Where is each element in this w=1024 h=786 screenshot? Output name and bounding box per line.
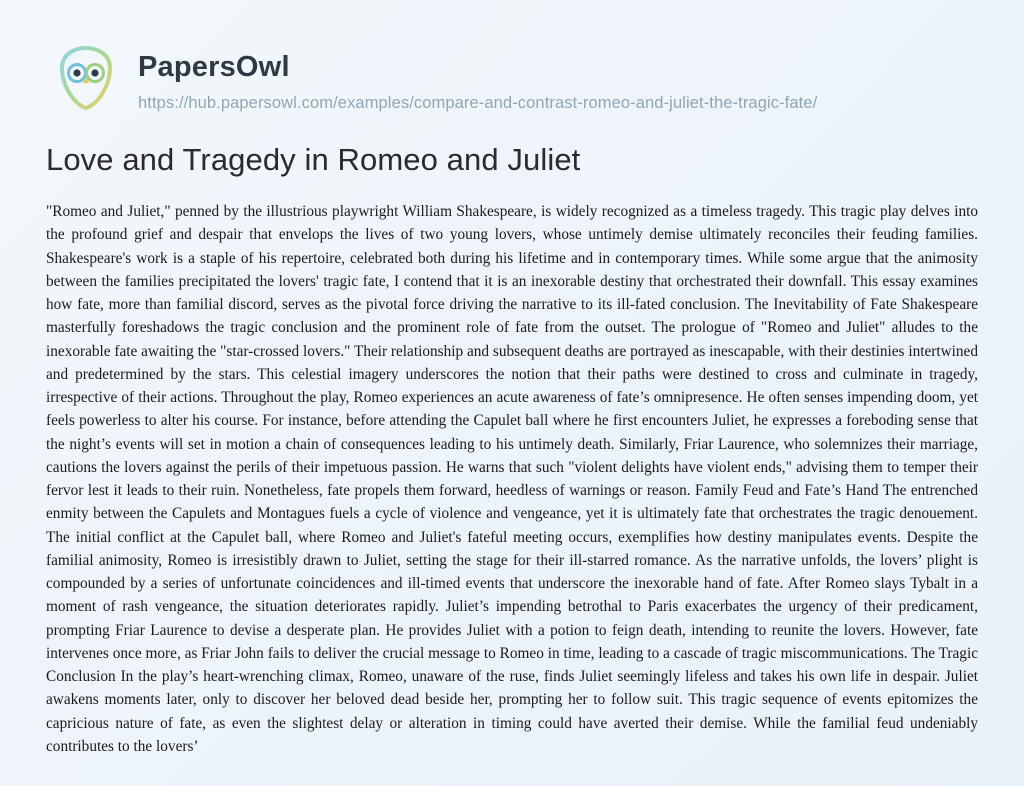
article-paragraph: "Romeo and Juliet," penned by the illustrious playwright William Shakespeare, is widely recognized as a timeless tragedy. This tragic play delves into the profound grief and despair that envelops the lives of two young lovers, whose untimely demise ultimately reconciles their feuding families. Shakespeare's work is a staple of his repertoire, celebrated both during his lifetime and in contemporary times. While some argue that the animosity between the families precipitated the lovers' tragic fate, I contend that it is an inexorable destiny that orchestrated their downfall. This essay examines how fate, more than familial discord, serves as the pivotal force driving the narrative to its ill-fated conclusion. The Inevitability of Fate Shakespeare masterfully foreshadows the tragic conclusion and the prominent role of fate from the outset. The prologue of "Romeo and Juliet" alludes to the inexorable fate awaiting the "star-crossed lovers." Their relationship and subsequent deaths are portrayed as inescapable, with their destinies intertwined and predetermined by the stars. This celestial imagery underscores the notion that their paths were destined to cross and culminate in tragedy, irrespective of their actions. Throughout the play, Romeo experiences an acute awareness of fate’s omnipresence. He often senses impending doom, yet feels powerless to alter his course. For instance, before attending the Capulet ball where he first encounters Juliet, he expresses a foreboding sense that the night’s events will set in motion a chain of consequences leading to his untimely death. Similarly, Friar Laurence, who solemnizes their marriage, cautions the lovers against the perils of their impetuous passion. He warns that such "violent delights have violent ends," advising them to temper their fervor lest it leads to their ruin. Nonetheless, fate propels them forward, heedless of warnings or reason. Family Feud and Fate’s Hand The entrenched enmity between the Capulets and Montagues fuels a cycle of violence and vengeance, yet it is ultimately fate that orchestrates the tragic denouement. The initial conflict at the Capulet ball, where Romeo and Juliet's fateful meeting occurs, exemplifies how destiny manipulates events. Despite the familial animosity, Romeo is irresistibly drawn to Juliet, setting the stage for their ill-starred romance. As the narrative unfolds, the lovers’ plight is compounded by a series of unfortunate coincidences and ill-timed events that underscore the inexorable hand of fate. After Romeo slays Tybalt in a moment of rash vengeance, the situation deteriorates rapidly. Juliet’s impending betrothal to Paris exacerbates the urgency of their predicament, prompting Friar Laurence to devise a desperate plan. He provides Juliet with a potion to feign death, intending to reunite the lovers. However, fate intervenes once more, as Friar John fails to deliver the crucial message to Romeo in time, leading to a cascade of tragic miscommunications. The Tragic Conclusion In the play’s heart-wrenching climax, Romeo, unaware of the ruse, finds Juliet seemingly lifeless and takes his own life in despair. Juliet awakens moments later, only to discover her beloved dead beside her, prompting her to follow suit. This tragic sequence of events epitomizes the capricious nature of fate, as even the slightest delay or alteration in timing could have averted their demise. While the familial feud undeniably contributes to the lovers’	[46, 203, 978, 755]
source-url[interactable]: https://hub.papersowl.com/examples/compare-and-contrast-romeo-and-juliet-the-tragic-fate/	[138, 93, 818, 112]
owl-logo-icon	[50, 42, 122, 114]
page-title: Love and Tragedy in Romeo and Juliet	[46, 142, 581, 177]
site-header	[44, 40, 980, 114]
article-body	[46, 200, 978, 758]
brand-name: PapersOwl	[138, 51, 290, 83]
brand-text-block	[138, 40, 817, 113]
